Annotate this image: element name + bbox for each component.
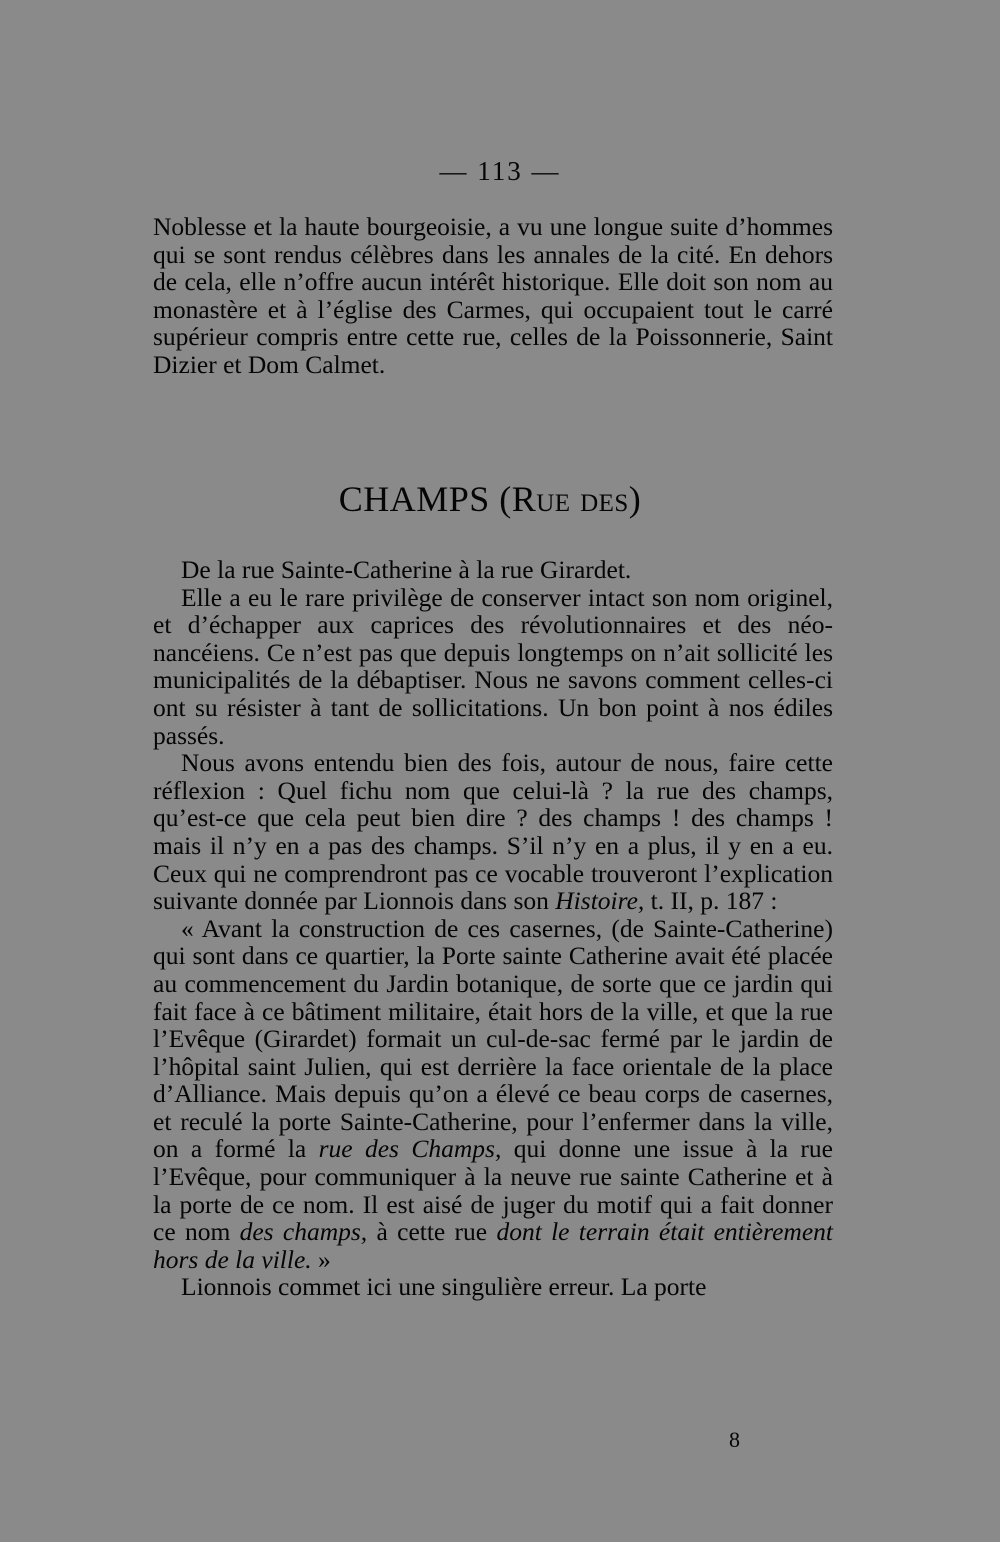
paragraph-1: Elle a eu le rare privilège de conserver intact son nom originel, et d’échapper aux caprices des révolutionnaires et des néo-nancéiens. Ce n’est pas que depuis longtemps on n’ait sollicité les municipalités de la débaptiser. Nous ne savons comment celles-ci ont su résister à tant de sollicitations. Un bon point à nos édiles passés.	[153, 582, 833, 750]
quote-text-d: »	[311, 1244, 331, 1274]
intro-paragraph: Noblesse et la haute bourgeoisie, a vu une longue suite d’hommes qui se sont rendus célèbres dans les annales de la cité. En dehors de cela, elle n’offre aucun intérêt historique. Elle doit son nom au monastère et à l’église des Carmes, qui occupaient tout le carré supérieur compris entre cette rue, celles de la Poissonnerie, Saint Dizier et Dom Calmet.	[153, 212, 833, 379]
section-title-sub: (Rue des)	[499, 479, 642, 519]
quote-italic-2: des champs,	[239, 1217, 368, 1247]
quote-paragraph	[153, 915, 833, 1274]
section-title	[0, 478, 980, 520]
paragraph-2	[153, 749, 833, 915]
quote-italic-1: rue des Champs,	[318, 1134, 502, 1164]
quote-text-b: qui donne une issue à la rue l’Evêque, pour communiquer à la neuve rue sainte Catherine et à la porte de ce nom. Il est aisé de juger du motif qui a fait donner ce nom	[153, 1134, 833, 1247]
quote-italic-3: dont le terrain était entièrement hors de la ville.	[153, 1217, 833, 1274]
quote-text-c: à cette rue	[367, 1217, 497, 1247]
paragraph-3: Lionnois commet ici une singulière erreur. La porte	[181, 1272, 707, 1302]
paragraph-2-italic: Histoire,	[555, 886, 645, 916]
section-body	[153, 556, 833, 1301]
signature-mark: 8	[729, 1427, 740, 1452]
page-number: — 113 —	[439, 156, 561, 186]
section-title-main: CHAMPS	[338, 479, 490, 519]
quote-text-a: « Avant la construction de ces casernes, (de Sainte-Catherine) qui sont dans ce quartier, la Porte sainte Catherine avait été placée au commencement du Jardin botanique, de sorte que ce jardin qui fait face à ce bâtiment militaire, était hors de la ville, et que la rue l’Evêque (Girardet) formait un cul-de-sac fermé par le jardin de l’hôpital saint Julien, qui est derrière la face orientale de la place d’Alliance. Mais depuis qu’on a élevé ce beau corps de casernes, et reculé la porte Sainte-Catherine, pour l’enfermer dans la ville, on a formé la	[153, 913, 833, 1164]
location-line: De la rue Sainte-Catherine à la rue Girardet.	[181, 555, 632, 584]
paragraph-2-text-a: Nous avons entendu bien des fois, autour de nous, faire cette réflexion : Quel fichu nom que celui-là ? la rue des champs, qu’est-ce que cela peut bien dire ? des champs ! des champs ! mais il n’y en a pas des champs. S’il n’y en a plus, il y en a eu. Ceux qui ne comprendront pas ce vocable trouveront l’explication suivante donnée par Lionnois dans son	[153, 748, 833, 916]
intro-text-block	[153, 213, 833, 379]
paragraph-2-text-b: t. II, p. 187 :	[644, 886, 778, 916]
